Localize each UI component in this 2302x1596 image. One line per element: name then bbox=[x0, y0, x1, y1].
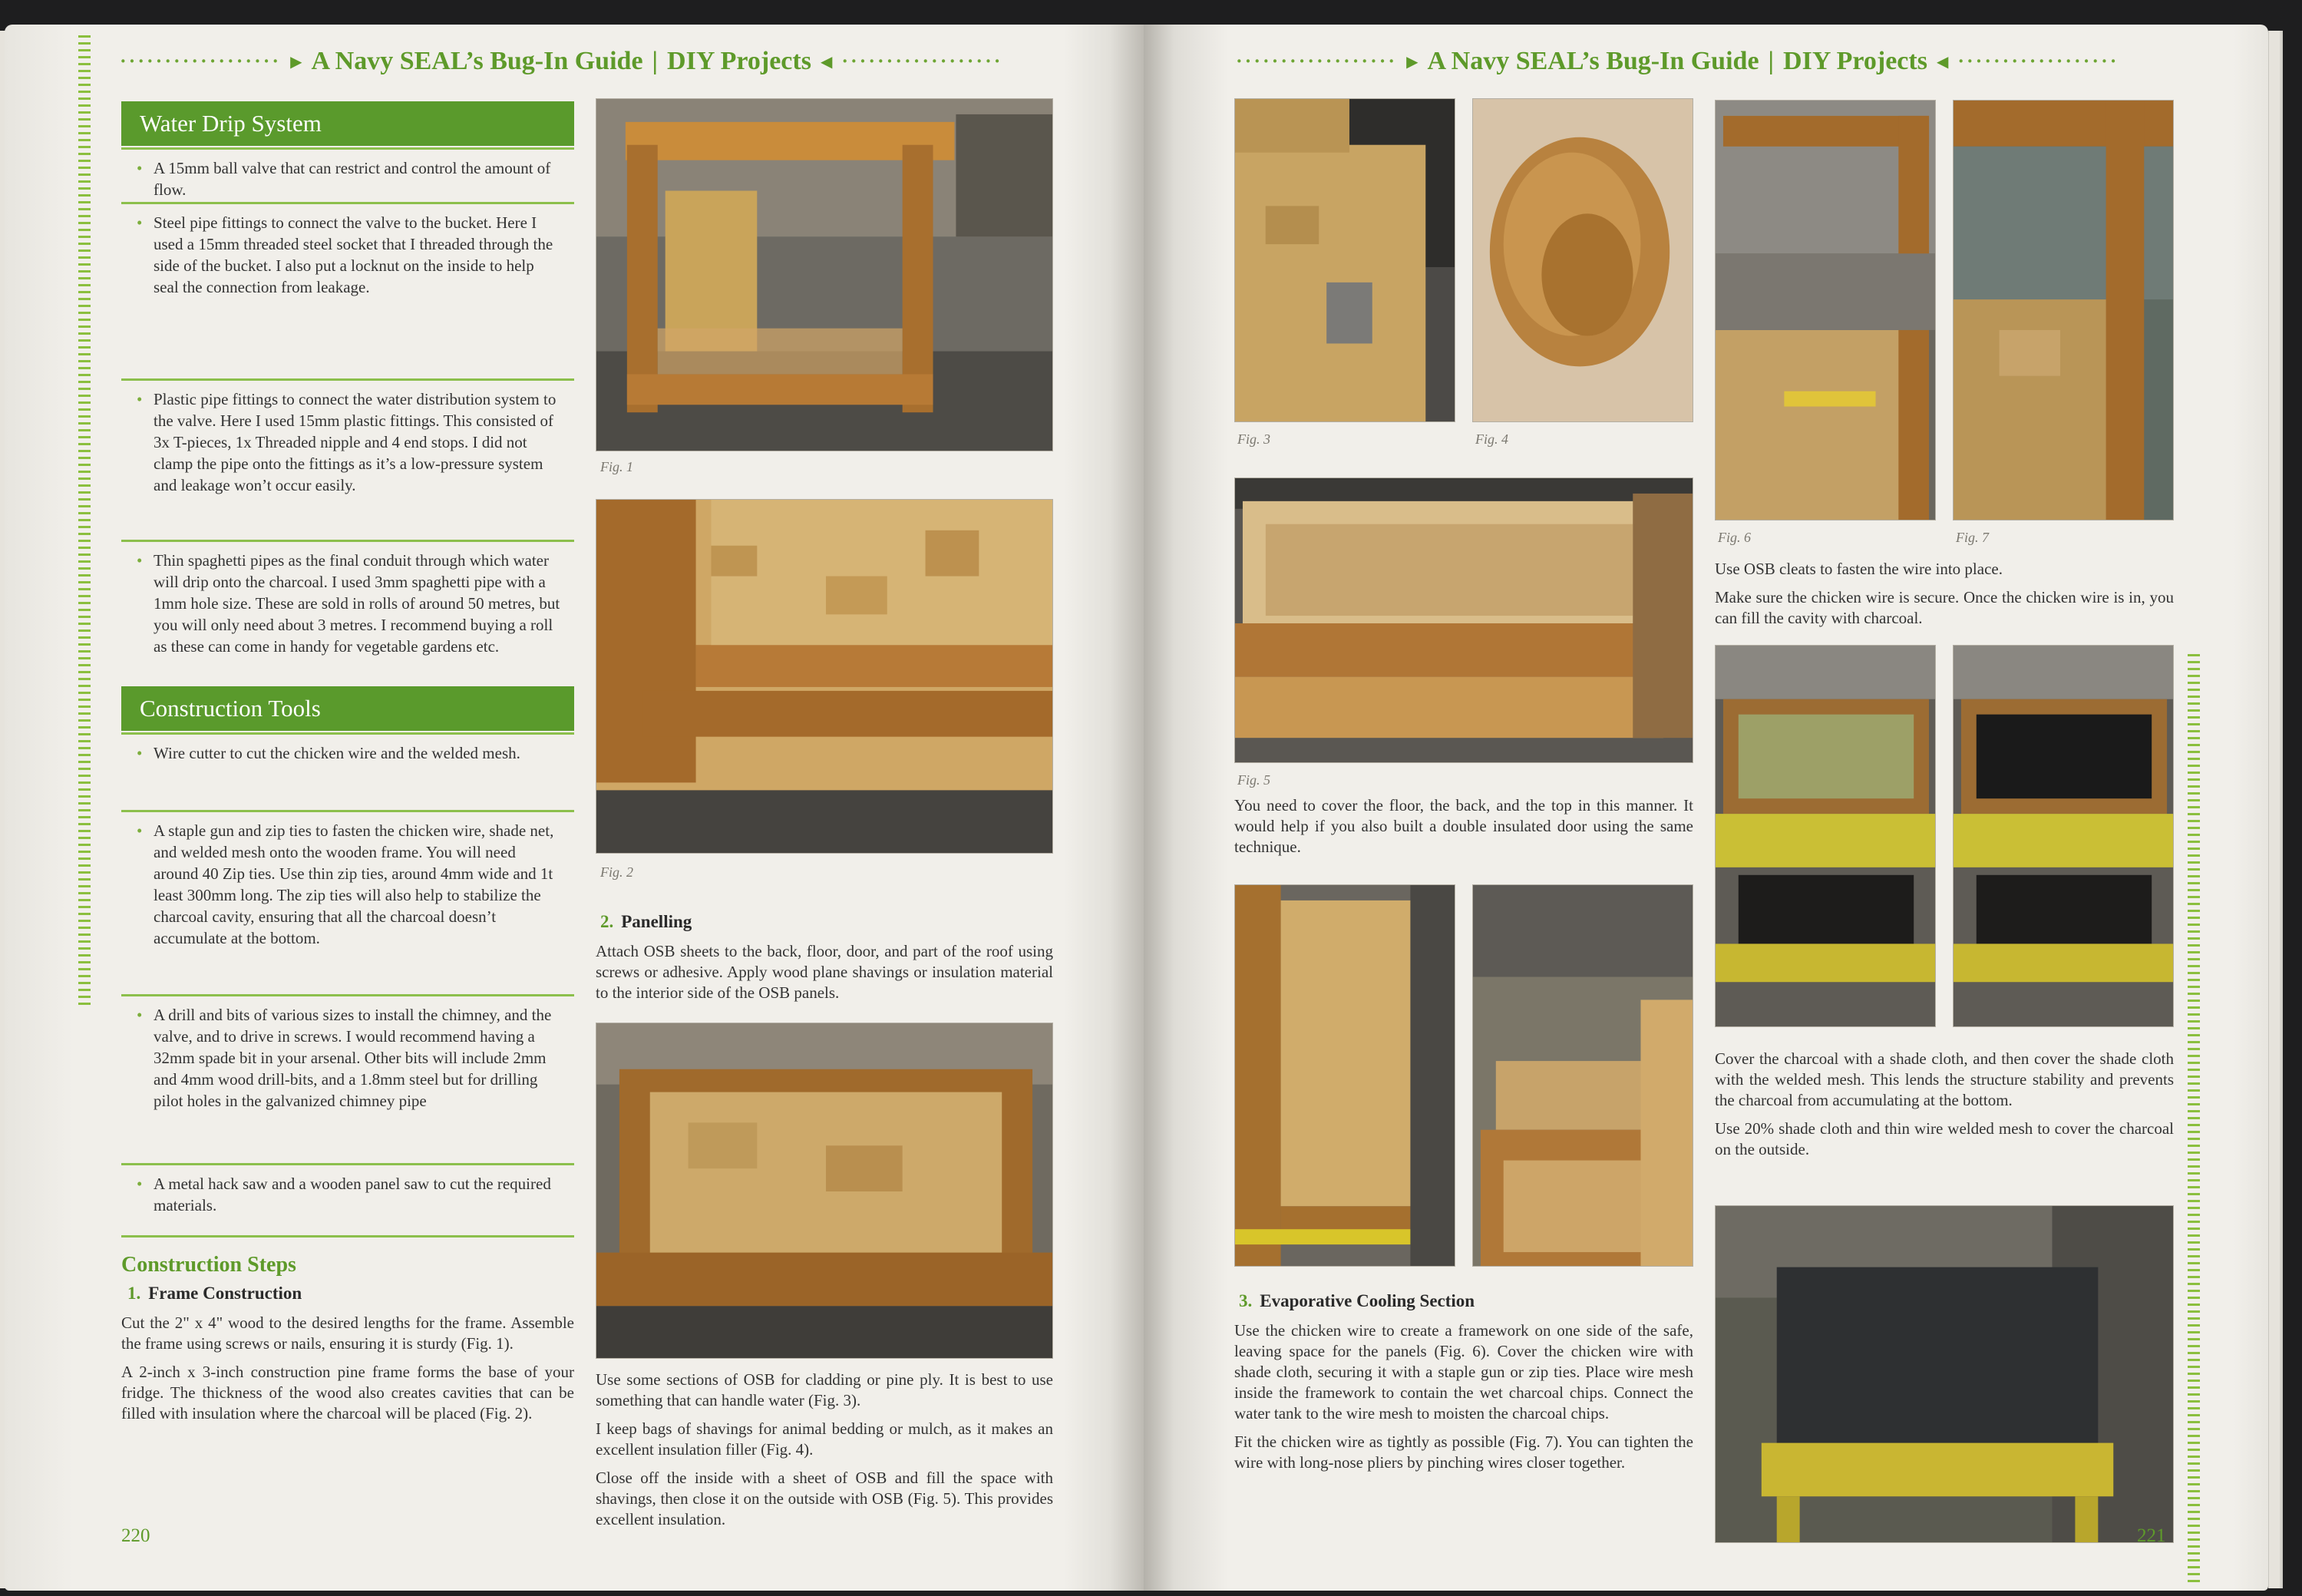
leader-dots: ·················· bbox=[120, 50, 282, 72]
charcoal-photo-before bbox=[1715, 645, 1936, 1027]
section-title-water-drip: Water Drip System bbox=[121, 101, 574, 146]
running-head bbox=[1236, 45, 2119, 78]
page-number: 221 bbox=[2137, 1525, 2166, 1546]
panelling-notes: Use some sections of OSB for cladding or pine ply. It is best to use something that can handle water (Fig. 3). I keep bags of shavings for animal bedding or mulch, as it makes an excellent insulation filler (Fig. 4). Close off the inside with a sheet of OSB and fill the space with shavings, then close it on the outside with OSB (Fig. 5). This provides excellent insulation. bbox=[596, 1370, 1053, 1528]
list-item: • Plastic pipe fittings to connect the water distribution system to the valve. Here I used 15mm plastic fittings. This consisted of 3x T-pieces, 1x Threaded nipple and 4 end stops. I did not clamp the pipe onto the fittings as it’s a low-pressure system and leakage won’t occur easily. bbox=[121, 381, 574, 542]
fig2-photo bbox=[596, 499, 1053, 854]
page-number: 220 bbox=[121, 1525, 150, 1546]
section-title-tools: Construction Tools bbox=[121, 686, 574, 731]
leader-dots: ·················· bbox=[1236, 50, 1398, 72]
list-item: • A 15mm ball valve that can restrict and control the amount of flow. bbox=[121, 147, 574, 204]
fig6-photo bbox=[1715, 100, 1936, 520]
left-page bbox=[5, 25, 1144, 1591]
page-stack-right bbox=[2268, 31, 2280, 1588]
step3-text: Use the chicken wire to create a framework on one side of the safe, leaving space for the panels (Fig. 6). Cover the chicken wire with shade cloth, securing it with a staple gun or zip ties. Place wire mesh inside the framework to contain the wet charcoal chips. Connect the water tank to the wire mesh to moisten the charcoal chips. Fit the chicken wire as tightly as possible (Fig. 7). You can tighten the wire with long-nose pliers by pinching wires closer together. bbox=[1234, 1321, 1693, 1472]
thumb-index-strip bbox=[78, 35, 91, 1006]
fig5-photo bbox=[1234, 477, 1693, 763]
list-item: • A drill and bits of various sizes to install the chimney, and the valve, and to drive in screws. I would recommend having a 32mm spade bit in your arsenal. Other bits will include 2mm and 4mm wood drill-bits, and a 1.8mm steel but for drilling pilot holes in the galvanized chimney pipe bbox=[121, 996, 574, 1165]
charcoal-text: Cover the charcoal with a shade cloth, and then cover the shade cloth with the welded mesh. This lends the structure stability and prevents the charcoal from accumulating at the bottom. Use 20% shade cloth and thin wire welded mesh to cover the charcoal on the outside. bbox=[1715, 1049, 2174, 1158]
running-head-title: A Navy SEAL’s Bug-In Guide bbox=[1427, 47, 1759, 75]
step-heading: 2. Panelling bbox=[600, 912, 692, 931]
fig7-caption: Fig. 7 bbox=[1956, 530, 1989, 545]
door-photo bbox=[1234, 884, 1455, 1267]
running-head bbox=[120, 45, 1002, 78]
running-head-separator: | bbox=[652, 47, 659, 75]
fig7-photo bbox=[1953, 100, 2174, 520]
step1-text: Cut the 2" x 4" wood to the desired lengths for the frame. Assemble the frame using screws or nails, ensuring it is sturdy (Fig. 1). A 2-inch x 3-inch construction pine frame forms the base of your fridge. The thickness of the wood also creates cavities that can be filled with insulation where the charcoal will be placed (Fig. 2). bbox=[121, 1313, 574, 1423]
finished-cooler-photo bbox=[1715, 1205, 2174, 1543]
step-heading: 1. Frame Construction bbox=[127, 1284, 302, 1303]
running-head-separator: | bbox=[1768, 47, 1775, 75]
list-item: • Wire cutter to cut the chicken wire and the welded mesh. bbox=[121, 732, 574, 812]
box-photo bbox=[1472, 884, 1693, 1267]
running-head-section: DIY Projects bbox=[667, 47, 811, 75]
fig5-text: You need to cover the floor, the back, and the top in this manner. It would help if you also built a double insulated door using the same technique. bbox=[1234, 796, 1693, 856]
construction-steps-heading: Construction Steps bbox=[121, 1253, 296, 1277]
arrow-right-icon: ▶ bbox=[290, 53, 302, 71]
fig1-photo bbox=[596, 98, 1053, 451]
list-item: • Steel pipe fittings to connect the valve to the bucket. Here I used a 15mm threaded steel socket that I threaded through the side of the bucket. I also put a locknut on the inside to help seal the connection from leakage. bbox=[121, 204, 574, 381]
fig5-caption: Fig. 5 bbox=[1237, 772, 1270, 788]
fig67-text: Use OSB cleats to fasten the wire into place. Make sure the chicken wire is secure. Once the chicken wire is in, you can fill the cavity with charcoal. bbox=[1715, 560, 2174, 627]
fig1-caption: Fig. 1 bbox=[600, 459, 633, 474]
right-page bbox=[1144, 25, 2268, 1591]
running-head-title: A Navy SEAL’s Bug-In Guide bbox=[311, 47, 643, 75]
step2-text: Attach OSB sheets to the back, floor, door, and part of the roof using screws or adhesive. Apply wood plane shavings or insulation material to the interior side of the OSB panels. bbox=[596, 942, 1053, 1002]
fig4-photo bbox=[1472, 98, 1693, 422]
leader-dots: ·················· bbox=[841, 50, 1003, 72]
fig4-caption: Fig. 4 bbox=[1475, 431, 1508, 447]
list-item: • A metal hack saw and a wooden panel saw to cut the required materials. bbox=[121, 1165, 574, 1237]
fig2-caption: Fig. 2 bbox=[600, 864, 633, 880]
list-item: • A staple gun and zip ties to fasten the chicken wire, shade net, and welded mesh onto the wooden frame. You will need around 40 Zip ties. Use thin zip ties, around 4mm wide and 1t least 300mm long. The zip ties will also help to stabilize the charcoal cavity, ensuring that all the charcoal doesn’t accumulate at the bottom. bbox=[121, 812, 574, 996]
list-item: • Thin spaghetti pipes as the final conduit through which water will drip onto the charcoal. I used 3mm spaghetti pipe with a 1mm hole size. These are sold in rolls of around 50 metres, but you will only need about 3 metres. I recommend buying a roll as these can come in handy for vegetable gardens etc. bbox=[121, 542, 574, 703]
fig6-caption: Fig. 6 bbox=[1718, 530, 1751, 545]
arrow-left-icon: ◀ bbox=[1936, 53, 1949, 71]
charcoal-photo-filled bbox=[1953, 645, 2174, 1027]
running-head-section: DIY Projects bbox=[1783, 47, 1927, 75]
step-heading: 3. Evaporative Cooling Section bbox=[1239, 1291, 1475, 1310]
arrow-left-icon: ◀ bbox=[820, 53, 833, 71]
arrow-right-icon: ▶ bbox=[1406, 53, 1419, 71]
fig3-photo bbox=[1234, 98, 1455, 422]
fig3-caption: Fig. 3 bbox=[1237, 431, 1270, 447]
thumb-index-strip bbox=[2188, 654, 2200, 1583]
panel-photo bbox=[596, 1023, 1053, 1359]
leader-dots: ·················· bbox=[1957, 50, 2119, 72]
